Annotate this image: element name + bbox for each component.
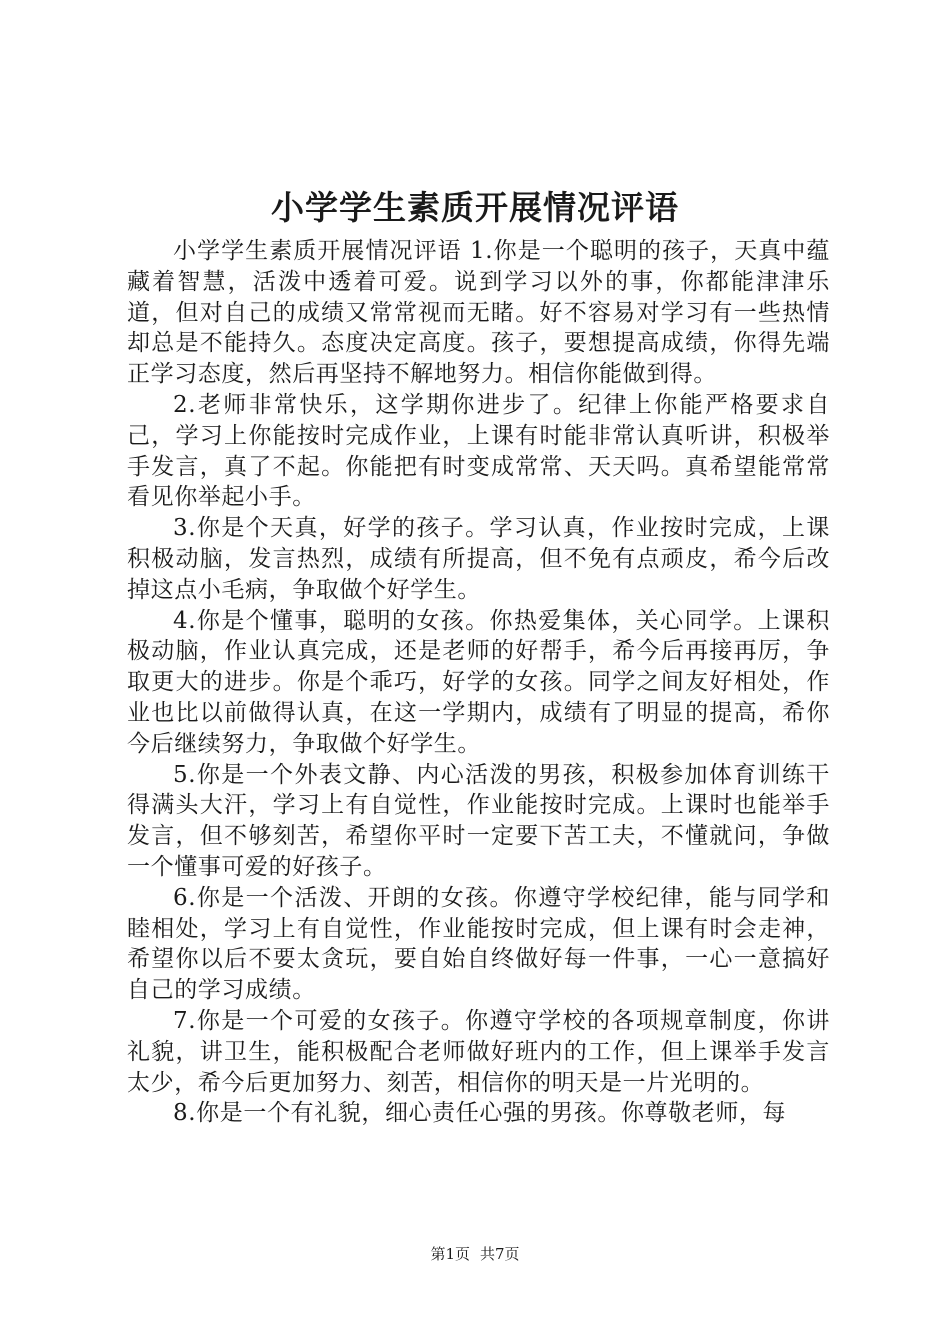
document-body <box>127 236 830 1129</box>
paragraph-8: 8.你是一个有礼貌，细心责任心强的男孩。你尊敬老师，每 <box>173 1100 787 1127</box>
paragraph-3: 3.你是个天真，好学的孩子。学习认真，作业按时完成，上课积极动脑，发言热烈，成绩有所提高，但不免有点顽皮，希今后改掉这点小毛病，争取做个好学生。 <box>127 515 830 603</box>
paragraph-4: 4.你是个懂事，聪明的女孩。你热爱集体，关心同学。上课积极动脑，作业认真完成，还是老师的好帮手，希今后再接再厉，争取更大的进步。你是个乖巧，好学的女孩。同学之间友好相处，作业也比以前做得认真，在这一学期内，成绩有了明显的提高，希你今后继续努力，争取做个好学生。 <box>127 607 830 757</box>
paragraph-6: 6.你是一个活泼、开朗的女孩。你遵守学校纪律，能与同学和睦相处，学习上有自觉性，作业能按时完成，但上课有时会走神，希望你以后不要太贪玩，要自始自终做好每一件事，一心一意搞好自己的学习成绩。 <box>127 884 830 1004</box>
page-total: 共7页 <box>480 1245 520 1263</box>
paragraph-1: 小学学生素质开展情况评语 1.你是一个聪明的孩子，天真中蕴藏着智慧，活泼中透着可爱。说到学习以外的事，你都能津津乐道，但对自己的成绩又常常视而无睹。好不容易对学习有一些热情却总是不能持久。态度决定高度。孩子，要想提高成绩，你得先端正学习态度，然后再坚持不解地努力。相信你能做到得。 <box>127 238 830 388</box>
paragraph-7: 7.你是一个可爱的女孩子。你遵守学校的各项规章制度，你讲礼貌，讲卫生，能积极配合老师做好班内的工作，但上课举手发言太少，希今后更加努力、刻苦，相信你的明天是一片光明的。 <box>127 1007 830 1096</box>
paragraph-2: 2.老师非常快乐，这学期你进步了。纪律上你能严格要求自己，学习上你能按时完成作业，上课有时能非常认真听讲，积极举手发言，真了不起。你能把有时变成常常、天天吗。真希望能常常看见你举起小手。 <box>127 391 830 511</box>
page-number: 第1页 <box>430 1245 470 1263</box>
paragraph-5: 5.你是一个外表文静、内心活泼的男孩，积极参加体育训练干得满头大汗，学习上有自觉性，作业能按时完成。上课时也能举手发言，但不够刻苦，希望你平时一定要下苦工夫，不懂就问，争做一个懂事可爱的好孩子。 <box>127 761 830 880</box>
page-footer <box>0 1244 950 1264</box>
document-title: 小学学生素质开展情况评语 <box>271 188 679 227</box>
